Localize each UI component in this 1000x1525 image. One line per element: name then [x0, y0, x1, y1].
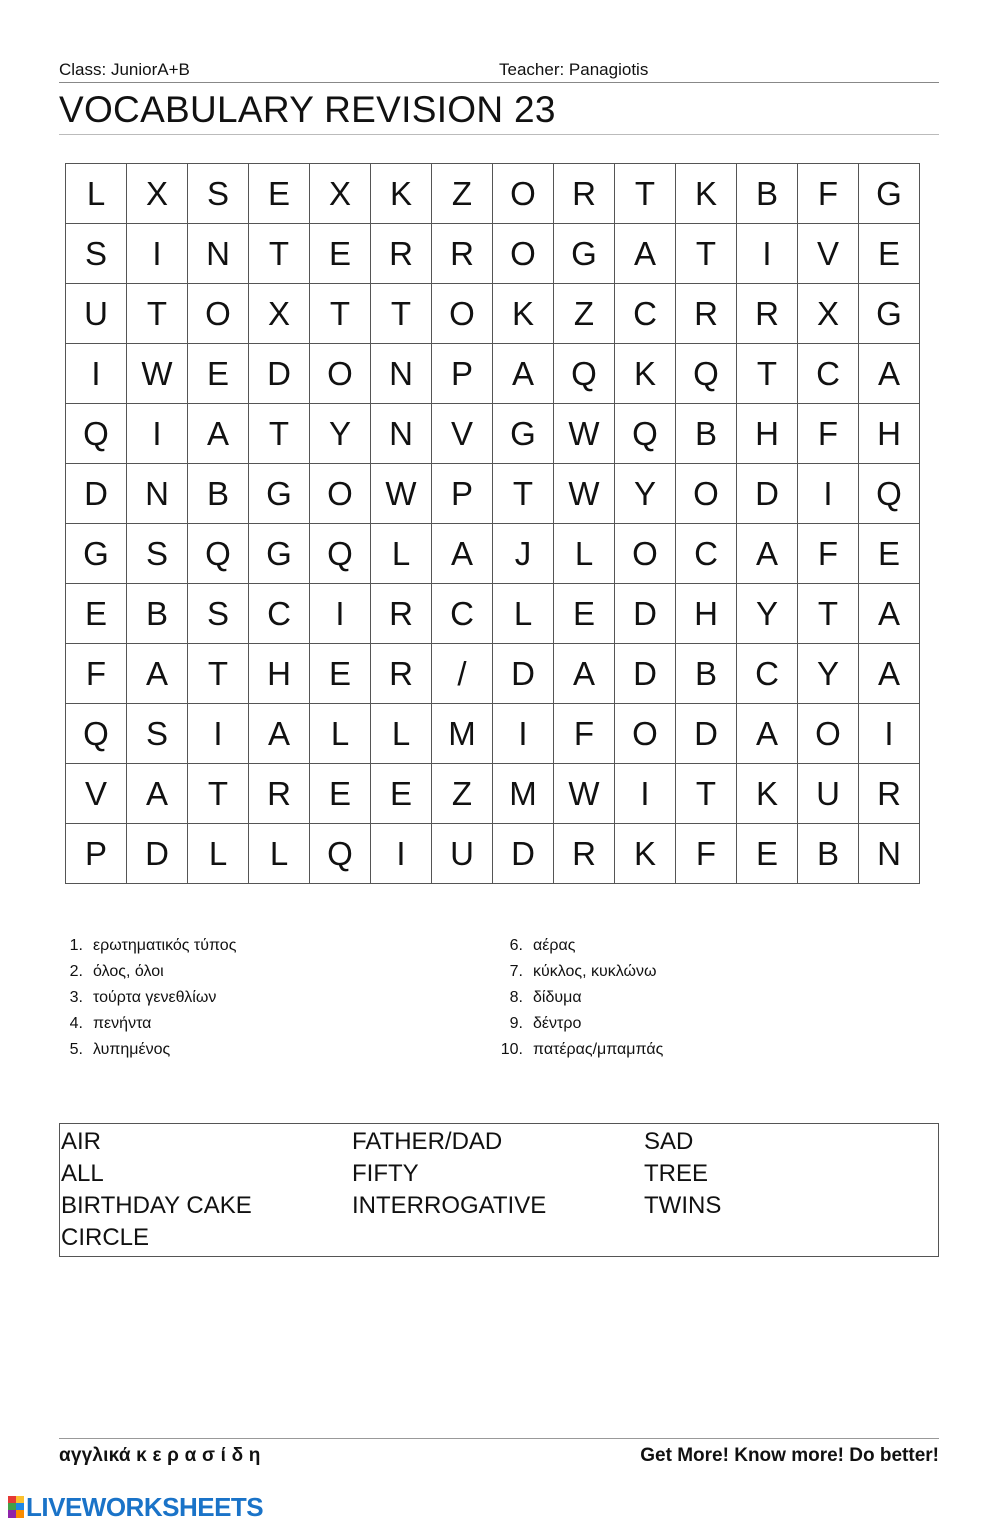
grid-cell[interactable]: T	[737, 344, 798, 404]
footer-left-text: αγγλικά κ ε ρ α σ ί δ η	[59, 1445, 261, 1466]
grid-cell[interactable]: R	[432, 224, 493, 284]
clue-item	[492, 1037, 663, 1063]
grid-cell[interactable]: D	[737, 464, 798, 524]
clue-text: πατέρας/μπαμπάς	[533, 1041, 664, 1058]
grid-cell[interactable]: E	[66, 584, 127, 644]
worksheet-title: VOCABULARY REVISION 23	[59, 88, 939, 135]
grid-cell[interactable]: T	[493, 464, 554, 524]
grid-cell[interactable]: E	[859, 524, 920, 584]
clue-number: 7.	[509, 963, 523, 980]
grid-cell[interactable]: R	[371, 644, 432, 704]
word-bank-item: TREE	[644, 1160, 709, 1187]
clue-number: 9.	[509, 1015, 523, 1032]
clue-number: 10.	[500, 1041, 523, 1058]
grid-cell[interactable]: O	[310, 464, 371, 524]
grid-cell[interactable]: O	[493, 224, 554, 284]
grid-cell[interactable]: S	[188, 584, 249, 644]
grid-cell[interactable]: H	[737, 404, 798, 464]
grid-row	[66, 344, 920, 404]
grid-cell[interactable]: R	[859, 764, 920, 824]
grid-cell[interactable]: Q	[310, 824, 371, 884]
grid-cell[interactable]: P	[66, 824, 127, 884]
grid-cell[interactable]: E	[554, 584, 615, 644]
clue-list-right	[492, 933, 663, 1063]
grid-cell[interactable]: E	[188, 344, 249, 404]
clue-number: 6.	[509, 937, 523, 954]
grid-cell[interactable]: Y	[737, 584, 798, 644]
liveworksheets-logo-text: LIVEWORKSHEETS	[26, 1491, 264, 1522]
grid-row	[66, 644, 920, 704]
grid-cell[interactable]: N	[127, 464, 188, 524]
clue-text: δίδυμα	[533, 989, 582, 1006]
grid-cell[interactable]: C	[676, 524, 737, 584]
teacher-label: Teacher: Panagiotis	[499, 60, 649, 79]
liveworksheets-logo[interactable]	[8, 1491, 264, 1522]
grid-cell[interactable]: A	[493, 344, 554, 404]
grid-cell[interactable]: D	[493, 644, 554, 704]
grid-cell[interactable]: Y	[798, 644, 859, 704]
grid-cell[interactable]: H	[859, 404, 920, 464]
grid-cell[interactable]: I	[859, 704, 920, 764]
clue-item	[59, 1011, 236, 1037]
clue-item	[492, 985, 663, 1011]
grid-cell[interactable]: E	[310, 764, 371, 824]
grid-row	[66, 704, 920, 764]
grid-cell[interactable]: L	[554, 524, 615, 584]
grid-cell[interactable]: A	[737, 524, 798, 584]
grid-cell[interactable]: R	[371, 224, 432, 284]
grid-cell[interactable]: K	[615, 344, 676, 404]
grid-cell[interactable]: T	[798, 584, 859, 644]
word-bank-item: ALL	[61, 1160, 104, 1187]
grid-cell[interactable]: C	[615, 284, 676, 344]
grid-cell[interactable]: I	[371, 824, 432, 884]
grid-cell[interactable]: T	[615, 164, 676, 224]
word-bank-item: SAD	[644, 1128, 694, 1155]
clue-number: 3.	[69, 989, 83, 1006]
grid-cell[interactable]: O	[310, 344, 371, 404]
grid-cell[interactable]: R	[737, 284, 798, 344]
grid-cell[interactable]: Q	[859, 464, 920, 524]
grid-cell[interactable]: G	[493, 404, 554, 464]
grid-row	[66, 824, 920, 884]
word-bank-item: BIRTHDAY CAKE	[61, 1192, 252, 1219]
grid-cell[interactable]: H	[676, 584, 737, 644]
grid-cell[interactable]: L	[493, 584, 554, 644]
grid-cell[interactable]: K	[676, 164, 737, 224]
grid-cell[interactable]: C	[798, 344, 859, 404]
grid-cell[interactable]: M	[493, 764, 554, 824]
grid-cell[interactable]: R	[554, 824, 615, 884]
grid-cell[interactable]: E	[737, 824, 798, 884]
word-bank-item: CIRCLE	[61, 1224, 150, 1251]
grid-cell[interactable]: O	[432, 284, 493, 344]
grid-row	[66, 584, 920, 644]
clue-text: δέντρο	[533, 1015, 582, 1032]
grid-cell[interactable]: A	[615, 224, 676, 284]
grid-cell[interactable]: C	[432, 584, 493, 644]
grid-cell[interactable]: A	[859, 344, 920, 404]
clue-item	[59, 933, 236, 959]
worksheet-footer	[59, 1438, 939, 1473]
grid-cell[interactable]: T	[676, 764, 737, 824]
grid-cell[interactable]: L	[371, 704, 432, 764]
clue-text: κύκλος, κυκλώνω	[533, 963, 657, 980]
grid-cell[interactable]: A	[127, 764, 188, 824]
grid-cell[interactable]: I	[127, 404, 188, 464]
clue-number: 8.	[509, 989, 523, 1006]
grid-cell[interactable]: Z	[432, 764, 493, 824]
grid-cell[interactable]: I	[737, 224, 798, 284]
word-bank-column	[61, 1126, 252, 1254]
grid-cell[interactable]: I	[493, 704, 554, 764]
grid-cell[interactable]: W	[554, 404, 615, 464]
grid-cell[interactable]: T	[676, 224, 737, 284]
grid-cell[interactable]: Q	[66, 704, 127, 764]
grid-cell[interactable]: D	[615, 644, 676, 704]
grid-cell[interactable]: Q	[66, 404, 127, 464]
grid-cell[interactable]: B	[676, 644, 737, 704]
grid-cell[interactable]: O	[676, 464, 737, 524]
grid-cell[interactable]: W	[371, 464, 432, 524]
word-search-grid[interactable]	[65, 163, 920, 884]
grid-cell[interactable]: P	[432, 344, 493, 404]
grid-cell[interactable]: V	[66, 764, 127, 824]
grid-cell[interactable]: F	[798, 164, 859, 224]
grid-cell[interactable]: D	[676, 704, 737, 764]
grid-cell[interactable]: A	[249, 704, 310, 764]
grid-cell[interactable]: Y	[310, 404, 371, 464]
grid-row	[66, 404, 920, 464]
grid-cell[interactable]: I	[310, 584, 371, 644]
grid-row	[66, 764, 920, 824]
grid-cell[interactable]: A	[188, 404, 249, 464]
grid-cell[interactable]: I	[615, 764, 676, 824]
clue-item	[59, 985, 236, 1011]
grid-cell[interactable]: O	[493, 164, 554, 224]
grid-cell[interactable]: S	[66, 224, 127, 284]
grid-cell[interactable]: T	[249, 224, 310, 284]
clue-text: αέρας	[533, 937, 576, 954]
grid-cell[interactable]: I	[798, 464, 859, 524]
grid-cell[interactable]: L	[66, 164, 127, 224]
clue-text: πενήντα	[93, 1015, 152, 1032]
grid-cell[interactable]: G	[859, 164, 920, 224]
grid-cell[interactable]: E	[249, 164, 310, 224]
grid-cell[interactable]: E	[310, 644, 371, 704]
grid-cell[interactable]: Q	[188, 524, 249, 584]
grid-cell[interactable]: N	[371, 344, 432, 404]
grid-row	[66, 284, 920, 344]
grid-cell[interactable]: F	[66, 644, 127, 704]
grid-cell[interactable]: Y	[615, 464, 676, 524]
grid-cell[interactable]: U	[66, 284, 127, 344]
clue-number: 1.	[69, 937, 83, 954]
clue-item	[59, 1037, 236, 1063]
word-bank-item: TWINS	[644, 1192, 722, 1219]
word-bank-item: FATHER/DAD	[352, 1128, 503, 1155]
grid-cell[interactable]: M	[432, 704, 493, 764]
grid-cell[interactable]: R	[554, 164, 615, 224]
grid-cell[interactable]: F	[798, 404, 859, 464]
grid-cell[interactable]: L	[249, 824, 310, 884]
grid-cell[interactable]: A	[127, 644, 188, 704]
grid-cell[interactable]: W	[554, 464, 615, 524]
grid-cell[interactable]: W	[554, 764, 615, 824]
grid-cell[interactable]: R	[249, 764, 310, 824]
grid-cell[interactable]: J	[493, 524, 554, 584]
grid-cell[interactable]: G	[249, 464, 310, 524]
grid-cell[interactable]: V	[798, 224, 859, 284]
grid-cell[interactable]: I	[127, 224, 188, 284]
grid-cell[interactable]: X	[249, 284, 310, 344]
grid-cell[interactable]: F	[554, 704, 615, 764]
grid-cell[interactable]: R	[371, 584, 432, 644]
clue-item	[492, 959, 663, 985]
grid-cell[interactable]: F	[676, 824, 737, 884]
word-bank-item: INTERROGATIVE	[352, 1192, 547, 1219]
grid-cell[interactable]: Z	[432, 164, 493, 224]
grid-cell[interactable]: Q	[676, 344, 737, 404]
grid-cell[interactable]: U	[798, 764, 859, 824]
clue-item	[492, 933, 663, 959]
grid-cell[interactable]: T	[371, 284, 432, 344]
grid-cell[interactable]: O	[798, 704, 859, 764]
grid-cell[interactable]: A	[859, 644, 920, 704]
grid-cell[interactable]: Q	[554, 344, 615, 404]
grid-cell[interactable]: V	[432, 404, 493, 464]
grid-cell[interactable]: T	[188, 644, 249, 704]
grid-cell[interactable]: D	[66, 464, 127, 524]
clue-text: όλος, όλοι	[93, 963, 164, 980]
grid-cell[interactable]: T	[310, 284, 371, 344]
grid-cell[interactable]: E	[371, 764, 432, 824]
clue-text: τούρτα γενεθλίων	[93, 989, 217, 1006]
grid-cell[interactable]: Z	[554, 284, 615, 344]
grid-cell[interactable]: F	[798, 524, 859, 584]
grid-cell[interactable]: S	[127, 704, 188, 764]
grid-cell[interactable]: Q	[310, 524, 371, 584]
grid-cell[interactable]: A	[432, 524, 493, 584]
grid-row	[66, 464, 920, 524]
grid-cell[interactable]: S	[188, 164, 249, 224]
grid-cell[interactable]: T	[249, 404, 310, 464]
grid-cell[interactable]: G	[859, 284, 920, 344]
liveworksheets-logo-icon	[8, 1496, 24, 1518]
grid-cell[interactable]: P	[432, 464, 493, 524]
grid-cell[interactable]: B	[127, 584, 188, 644]
grid-cell[interactable]: C	[737, 644, 798, 704]
grid-cell[interactable]: S	[127, 524, 188, 584]
grid-cell[interactable]: A	[737, 704, 798, 764]
grid-cell[interactable]: X	[127, 164, 188, 224]
grid-cell[interactable]: Q	[615, 404, 676, 464]
grid-cell[interactable]: K	[615, 824, 676, 884]
footer-motto: Get More! Know more! Do better!	[640, 1445, 939, 1466]
grid-cell[interactable]: X	[798, 284, 859, 344]
grid-cell[interactable]: K	[737, 764, 798, 824]
grid-cell[interactable]: G	[249, 524, 310, 584]
grid-cell[interactable]: O	[615, 524, 676, 584]
grid-cell[interactable]: E	[310, 224, 371, 284]
grid-cell[interactable]: N	[859, 824, 920, 884]
word-bank-column	[644, 1126, 721, 1222]
clue-number: 2.	[69, 963, 83, 980]
grid-cell[interactable]: D	[493, 824, 554, 884]
grid-cell[interactable]: H	[249, 644, 310, 704]
clue-item	[59, 959, 236, 985]
grid-cell[interactable]: L	[371, 524, 432, 584]
grid-cell[interactable]: B	[737, 164, 798, 224]
grid-row	[66, 164, 920, 224]
grid-row	[66, 224, 920, 284]
clue-number: 5.	[69, 1041, 83, 1058]
grid-cell[interactable]: K	[371, 164, 432, 224]
grid-cell[interactable]: E	[859, 224, 920, 284]
word-bank	[59, 1123, 939, 1257]
grid-cell[interactable]: N	[371, 404, 432, 464]
grid-cell[interactable]: A	[554, 644, 615, 704]
grid-cell[interactable]: R	[676, 284, 737, 344]
grid-cell[interactable]: T	[188, 764, 249, 824]
grid-cell[interactable]: T	[127, 284, 188, 344]
grid-cell[interactable]: C	[249, 584, 310, 644]
worksheet-header	[59, 58, 939, 83]
grid-cell[interactable]: B	[798, 824, 859, 884]
clue-item	[492, 1011, 663, 1037]
class-label: Class: JuniorA+B	[59, 60, 190, 79]
clue-text: ερωτηματικός τύπος	[93, 937, 237, 954]
word-bank-item: FIFTY	[352, 1160, 419, 1187]
grid-cell[interactable]: K	[493, 284, 554, 344]
grid-cell[interactable]: D	[615, 584, 676, 644]
grid-cell[interactable]: O	[615, 704, 676, 764]
word-bank-column	[352, 1126, 546, 1222]
word-bank-item: AIR	[61, 1128, 102, 1155]
grid-cell[interactable]: L	[310, 704, 371, 764]
grid-cell[interactable]: U	[432, 824, 493, 884]
grid-cell[interactable]: X	[310, 164, 371, 224]
clue-text: λυπημένος	[93, 1041, 171, 1058]
grid-cell[interactable]: G	[66, 524, 127, 584]
grid-cell[interactable]: I	[188, 704, 249, 764]
grid-cell[interactable]: /	[432, 644, 493, 704]
grid-cell[interactable]: I	[66, 344, 127, 404]
grid-cell[interactable]: D	[127, 824, 188, 884]
grid-row	[66, 524, 920, 584]
clue-number: 4.	[69, 1015, 83, 1032]
grid-cell[interactable]: N	[188, 224, 249, 284]
grid-cell[interactable]: L	[188, 824, 249, 884]
grid-cell[interactable]: O	[188, 284, 249, 344]
clue-list-left	[59, 933, 236, 1063]
grid-cell[interactable]: B	[188, 464, 249, 524]
grid-cell[interactable]: A	[859, 584, 920, 644]
grid-cell[interactable]: D	[249, 344, 310, 404]
grid-cell[interactable]: G	[554, 224, 615, 284]
grid-cell[interactable]: W	[127, 344, 188, 404]
grid-cell[interactable]: B	[676, 404, 737, 464]
